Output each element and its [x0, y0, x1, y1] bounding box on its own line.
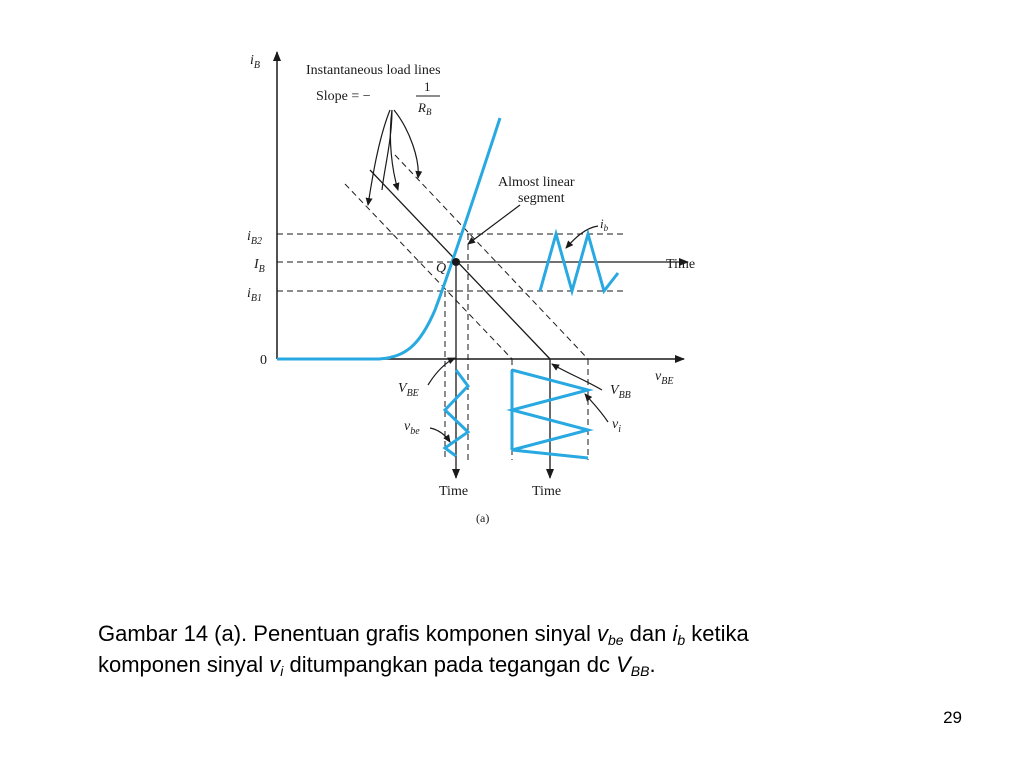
pointer-vbe	[428, 358, 455, 385]
almost-linear-line2: segment	[518, 191, 565, 206]
caption-end: .	[649, 652, 656, 677]
zero-label: 0	[260, 353, 267, 368]
q-label: Q	[436, 261, 447, 276]
load-line-left	[345, 184, 512, 359]
caption-vi-sub: i	[280, 663, 284, 679]
pointer-load-right	[394, 110, 418, 178]
input-characteristic-curve	[277, 118, 500, 359]
caption-vbb-sub: BB	[630, 663, 650, 679]
caption-line1-suffix: ketika	[685, 621, 749, 646]
axis-x-label: $v_{BE}$	[655, 369, 674, 387]
page-number: 29	[943, 708, 962, 727]
vi-label: $v_i$	[612, 417, 621, 435]
caption-ib-sub: b	[677, 632, 686, 648]
caption-vi-main: v	[269, 652, 281, 677]
time-label-bottom-right: Time	[532, 484, 562, 499]
q-point	[452, 258, 460, 266]
caption-line2-mid: ditumpangkan pada tegangan dc	[283, 652, 617, 677]
caption-line1-prefix: Gambar 14 (a). Penentuan grafis komponen sinyal	[98, 621, 597, 646]
time-label-bottom-left: Time	[439, 484, 469, 499]
caption-vbb-main: V	[616, 652, 631, 677]
caption-vbe-sub: be	[607, 632, 624, 648]
tick-label-IB: $I_B$	[254, 257, 265, 275]
caption-line2-prefix: komponen sinyal	[98, 652, 270, 677]
subfigure-label: (a)	[476, 511, 490, 525]
pointer-vi	[585, 394, 608, 422]
pointer-ib	[566, 226, 598, 248]
caption-dan: dan	[623, 621, 673, 646]
slope-numerator: 1	[424, 79, 431, 94]
vbb-label: $V_{BB}$	[610, 383, 631, 401]
ib-signal-label: $i_b$	[600, 216, 609, 233]
almost-linear-line1: Almost linear	[498, 175, 575, 190]
pointer-almost-linear	[468, 205, 520, 244]
vbe-small-label: $v_{be}$	[404, 419, 420, 437]
tick-label-ib2: $i_{B2}$	[247, 229, 262, 247]
time-label-right: Time	[666, 257, 696, 272]
pointer-vbe-small	[430, 428, 450, 442]
axis-y-label: $i_B$	[250, 53, 260, 71]
caption-ib-main: i	[672, 621, 678, 646]
load-lines-title: Instantaneous load lines	[306, 63, 441, 78]
slope-prefix: Slope = −	[316, 89, 371, 104]
slope-denominator: $R_B$	[418, 100, 432, 117]
caption-vbe-main: v	[596, 621, 608, 646]
figure-caption	[98, 618, 918, 680]
vbe-label: $V_{BE}$	[398, 381, 419, 399]
tick-label-ib1: $i_{B1}$	[247, 286, 262, 304]
